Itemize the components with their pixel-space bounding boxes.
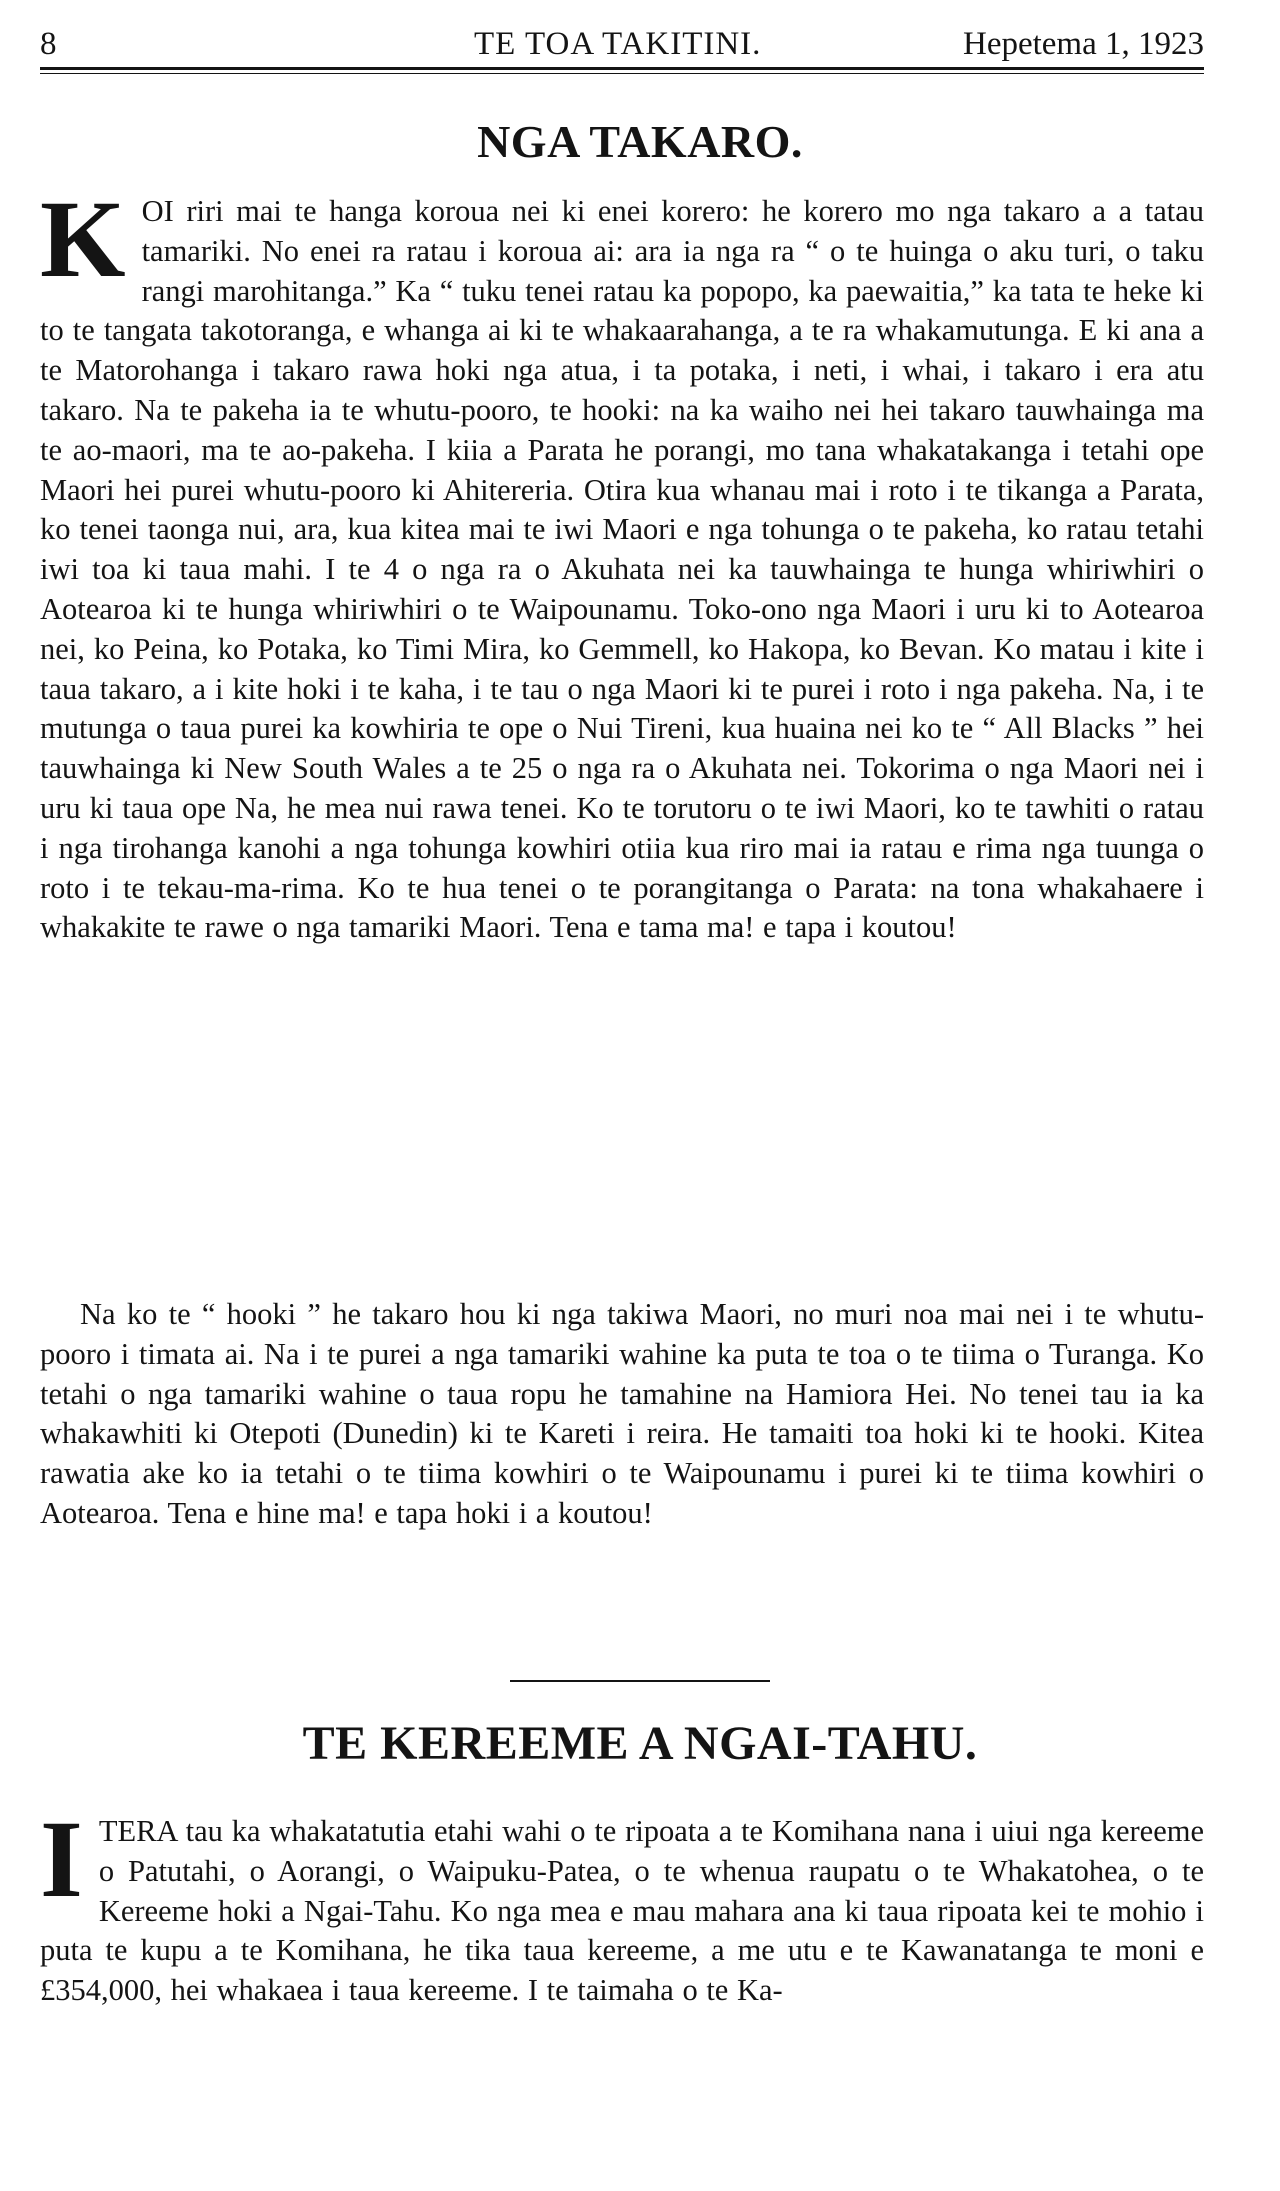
section-heading-games: NGA TAKARO. (477, 116, 803, 167)
games-paragraph-1-text: OI riri mai te hanga koroua nei ki enei korero: he korero mo nga takaro a a tatau tamariki. No enei ra ratau i koroua ai: ara ia nga ra “ o te huinga o aku turi, o taku rangi marohitanga.” Ka “ tuku tenei ratau ka popopo, ka paewaitia,” ka tata te heke ki to te tangata takotoranga, e whanga ai ki te whakaarahanga, a te ra whakamutunga. E ki ana a te Matorohanga i takaro rawa hoki nga atua, i ta potaka, i neti, i whai, i takaro i era atu takaro. Na te pakeha ia te whutu-pooro, te hooki: na ka waiho nei hei takaro tauwhainga ma te ao-maori, ma te ao-pakeha. I kiia a Parata he porangi, mo tana whakatakanga i tetahi ope Maori hei purei whutu-pooro ki Ahitereria. Otira kua whanau mai i roto i te tikanga a Parata, ko tenei taonga nui, ara, kua kitea mai te iwi Maori e nga tohunga o te pakeha, ko ratau tetahi iwi toa ki taua mahi. I te 4 o nga ra o Akuhata nei ka tauwhainga te hunga whiriwhiri o Aotearoa ki te hunga whiriwhiri o te Waipounamu. Toko-ono nga Maori i uru ki to Aotearoa nei, ko Peina, ko Potaka, ko Timi Mira, ko Gemmell, ko Hakopa, ko Bevan. Ko matau i kite i taua takaro, a i kite hoki i te kaha, i te tau o nga Maori ki te purei i roto i nga pakeha. Na, i te mutunga o taua purei ka kowhiria te ope o Nui Tireni, kua huaina nei ko te “ All Blacks ” hei tauwhainga ki New South Wales a te 25 o nga ra o Akuhata nei. Tokorima o nga Maori nei i uru ki taua ope Na, he mea nui rawa tenei. Ko te torutoru o te iwi Maori, ko te tawhiti o ratau i nga tirohanga kanohi a nga tohunga kowhiri otiia kua riro mai ia ratau e rima nga tuunga o roto i te tekau-ma-rima. Ko te hua tenei o te porangitanga o Parata: na tona whakahaere i whakakite te rawe o nga tamariki Maori. Tena e tama ma! e tapa i koutou! (40, 194, 1204, 945)
section-heading-ngai-tahu-claim: TE KEREEME A NGAI-TAHU. (302, 1717, 978, 1770)
page-number: 8 (40, 26, 57, 62)
claim-paragraph-1 (40, 1798, 1204, 2011)
section-divider (510, 1680, 770, 1682)
page-header (40, 22, 1204, 66)
drop-cap-i: I (40, 1798, 83, 1920)
games-paragraph-2-text: Na ko te “ hooki ” he takaro hou ki nga takiwa Maori, no muri noa mai nei i te whutu-pooro i timata ai. Na i te purei a nga tamariki wahine ka puta te toa o te tiima o Turanga. Ko tetahi o nga tamariki wahine o taua ropu he tamahine na Hamiora Hei. No tenei tau ia ka whakawhiti ki Otepoti (Dunedin) ki te Kareti i reira. He tamaiti toa hoki ki te hooki. Kitea rawatia ake ko ia tetahi o te tiima kowhiri o te Waipounamu i purei ki te tiima kowhiri o Aotearoa. Tena e hine ma! e tapa hoki i a koutou! (40, 1297, 1204, 1530)
issue-date: Hepetema 1, 1923 (962, 26, 1204, 62)
games-paragraph-1 (40, 178, 1204, 948)
header-rule-thick (40, 67, 1204, 70)
claim-paragraph-1-text: TERA tau ka whakatatutia etahi wahi o te ripoata a te Komihana nana i uiui nga kereeme o Patutahi, o Aorangi, o Waipuku-Patea, o te whenua raupatu o te Whakatohea, o te Kereeme hoki a Ngai-Tahu. Ko nga mea e mau mahara ana ki taua ripoata kei te mohio i puta te kupu a te Komihana, he tika taua kereeme, a me utu e te Kawanatanga te moni e £354,000, hei whakaea i taua kereeme. I te taimaha o te Ka- (40, 1814, 1204, 2008)
header-rule-thin (40, 73, 1204, 74)
publication-title: TE TOA TAKITINI. (474, 26, 762, 62)
games-paragraph-2 (40, 1295, 1204, 1534)
drop-cap-k: K (40, 178, 126, 300)
